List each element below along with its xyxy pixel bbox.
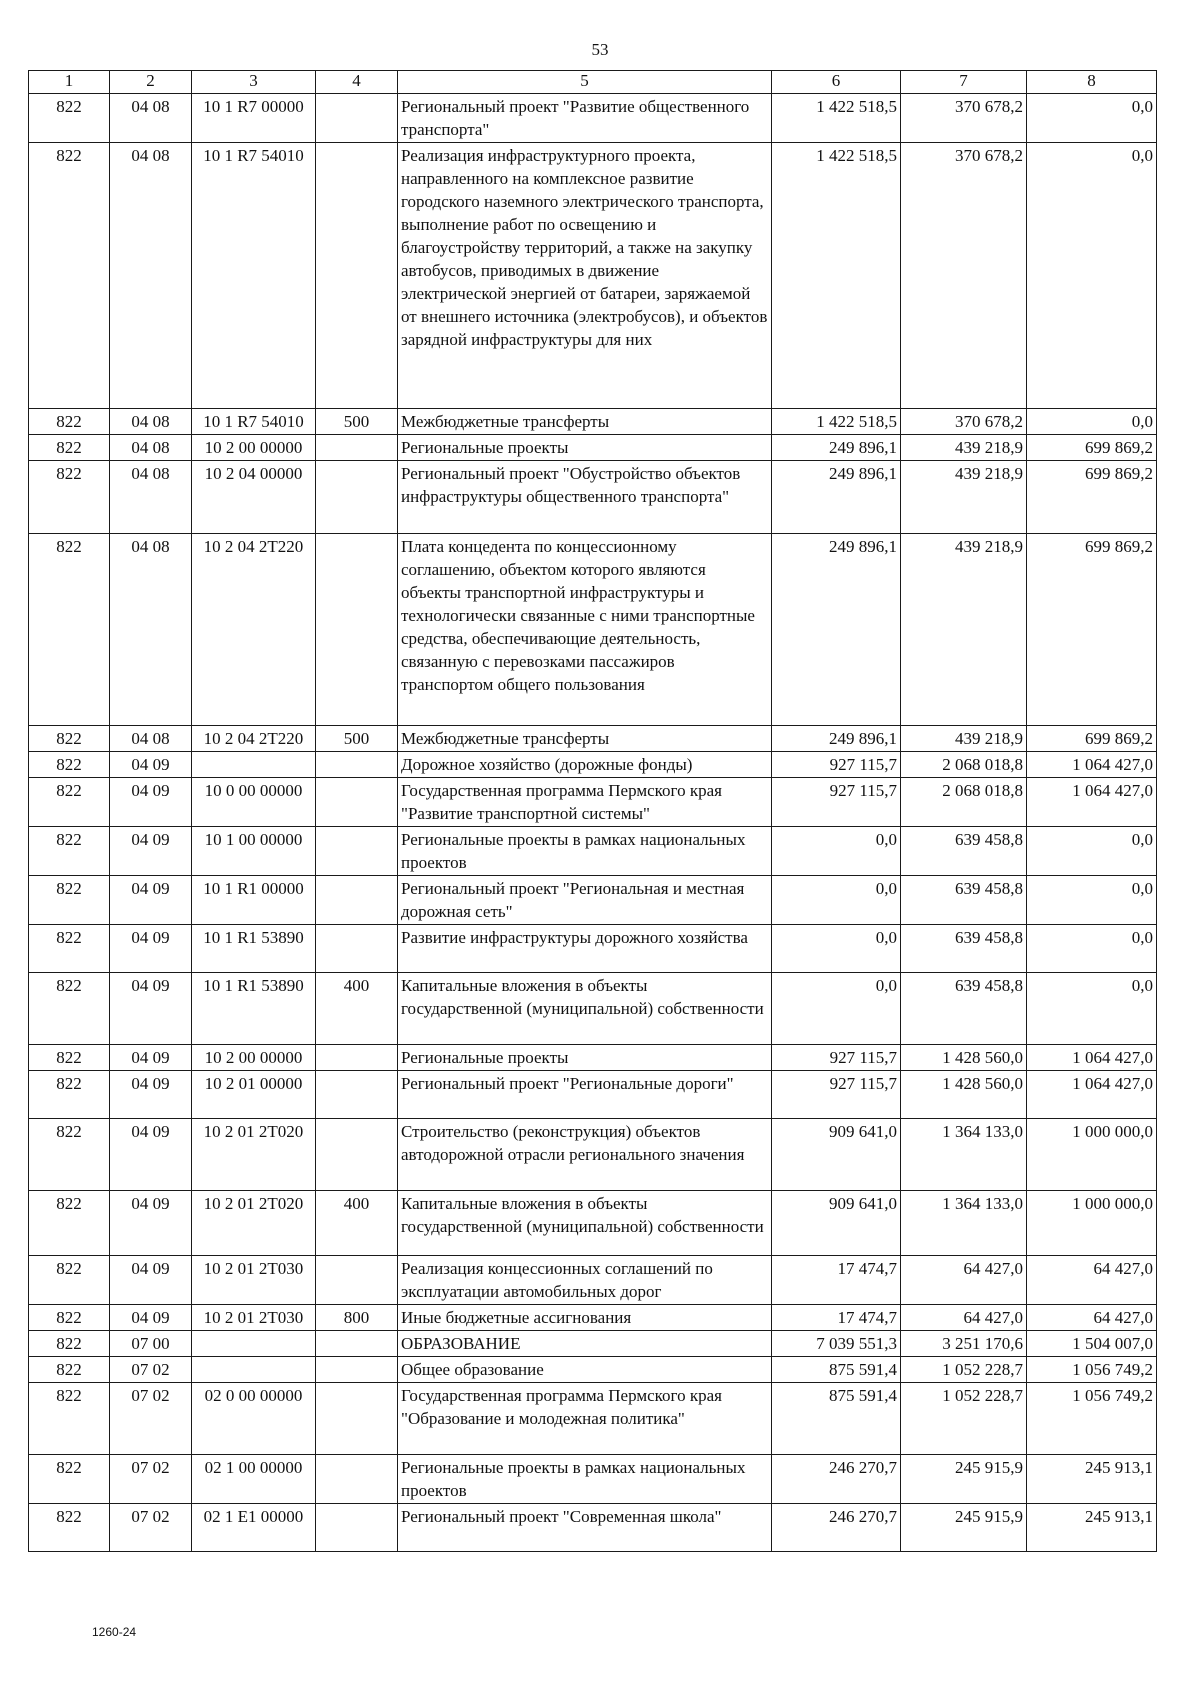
cell-expense-type <box>316 461 398 534</box>
cell-amount-year1: 0,0 <box>772 827 901 876</box>
cell-amount-year1: 909 641,0 <box>772 1119 901 1191</box>
cell-target-code: 10 2 01 2Т030 <box>192 1256 316 1305</box>
cell-admin-code: 822 <box>29 1383 110 1455</box>
cell-amount-year1: 249 896,1 <box>772 534 901 726</box>
cell-amount-year2: 3 251 170,6 <box>901 1331 1027 1357</box>
cell-admin-code: 822 <box>29 1455 110 1504</box>
cell-amount-year2: 639 458,8 <box>901 925 1027 973</box>
cell-amount-year3: 1 056 749,2 <box>1027 1357 1157 1383</box>
cell-description: Иные бюджетные ассигнования <box>398 1305 772 1331</box>
cell-target-code: 10 2 04 00000 <box>192 461 316 534</box>
cell-admin-code: 822 <box>29 973 110 1045</box>
cell-admin-code: 822 <box>29 1045 110 1071</box>
cell-expense-type <box>316 1504 398 1552</box>
cell-amount-year1: 7 039 551,3 <box>772 1331 901 1357</box>
table-row <box>29 1357 1157 1383</box>
cell-admin-code: 822 <box>29 1191 110 1256</box>
cell-section-code: 04 09 <box>110 1119 192 1191</box>
cell-description: Региональный проект "Развитие общественного транспорта" <box>398 94 772 143</box>
cell-admin-code: 822 <box>29 435 110 461</box>
cell-amount-year3: 245 913,1 <box>1027 1455 1157 1504</box>
cell-expense-type <box>316 827 398 876</box>
cell-section-code: 07 02 <box>110 1455 192 1504</box>
cell-admin-code: 822 <box>29 778 110 827</box>
cell-admin-code: 822 <box>29 1256 110 1305</box>
cell-amount-year2: 1 052 228,7 <box>901 1357 1027 1383</box>
cell-section-code: 04 09 <box>110 1045 192 1071</box>
cell-admin-code: 822 <box>29 409 110 435</box>
cell-admin-code: 822 <box>29 726 110 752</box>
cell-target-code: 10 2 04 2Т220 <box>192 534 316 726</box>
table-row <box>29 1455 1157 1504</box>
cell-admin-code: 822 <box>29 1357 110 1383</box>
cell-amount-year3: 0,0 <box>1027 876 1157 925</box>
cell-section-code: 04 08 <box>110 409 192 435</box>
cell-amount-year1: 1 422 518,5 <box>772 409 901 435</box>
cell-target-code: 10 2 00 00000 <box>192 435 316 461</box>
cell-amount-year3: 0,0 <box>1027 94 1157 143</box>
cell-amount-year1: 875 591,4 <box>772 1383 901 1455</box>
cell-admin-code: 822 <box>29 925 110 973</box>
cell-description: Межбюджетные трансферты <box>398 726 772 752</box>
table-row <box>29 94 1157 143</box>
cell-section-code: 04 08 <box>110 461 192 534</box>
cell-expense-type <box>316 1331 398 1357</box>
cell-amount-year3: 0,0 <box>1027 409 1157 435</box>
cell-amount-year3: 64 427,0 <box>1027 1256 1157 1305</box>
table-row <box>29 778 1157 827</box>
table-row <box>29 925 1157 973</box>
cell-description: ОБРАЗОВАНИЕ <box>398 1331 772 1357</box>
table-row <box>29 973 1157 1045</box>
cell-target-code: 10 2 04 2Т220 <box>192 726 316 752</box>
cell-target-code: 02 1 Е1 00000 <box>192 1504 316 1552</box>
cell-description: Реализация инфраструктурного проекта, направленного на комплексное развитие городского наземного электрического транспорта, выполнение работ по освещению и благоустройству территорий, а также на закупку автобусов, приводимых в движение электрической энергией от батареи, заряжаемой от внешнего источника (электробусов), и объектов зарядной инфраструктуры для них <box>398 143 772 409</box>
cell-target-code: 10 1 R7 00000 <box>192 94 316 143</box>
table-row <box>29 409 1157 435</box>
cell-amount-year3: 0,0 <box>1027 973 1157 1045</box>
cell-description: Строительство (реконструкция) объектов автодорожной отрасли регионального значения <box>398 1119 772 1191</box>
cell-description: Межбюджетные трансферты <box>398 409 772 435</box>
table-row <box>29 534 1157 726</box>
cell-amount-year3: 1 056 749,2 <box>1027 1383 1157 1455</box>
table-row <box>29 726 1157 752</box>
cell-expense-type <box>316 925 398 973</box>
cell-amount-year1: 17 474,7 <box>772 1256 901 1305</box>
cell-section-code: 07 00 <box>110 1331 192 1357</box>
cell-description: Развитие инфраструктуры дорожного хозяйства <box>398 925 772 973</box>
cell-amount-year3: 1 504 007,0 <box>1027 1331 1157 1357</box>
cell-expense-type <box>316 876 398 925</box>
cell-amount-year1: 875 591,4 <box>772 1357 901 1383</box>
cell-description: Региональные проекты <box>398 435 772 461</box>
cell-amount-year1: 0,0 <box>772 973 901 1045</box>
cell-target-code: 10 2 01 2Т020 <box>192 1191 316 1256</box>
cell-expense-type: 500 <box>316 726 398 752</box>
cell-expense-type <box>316 1071 398 1119</box>
cell-description: Государственная программа Пермского края "Образование и молодежная политика" <box>398 1383 772 1455</box>
cell-expense-type <box>316 143 398 409</box>
cell-section-code: 04 09 <box>110 925 192 973</box>
budget-table <box>28 70 1157 1552</box>
cell-section-code: 04 09 <box>110 1071 192 1119</box>
cell-section-code: 04 08 <box>110 726 192 752</box>
cell-amount-year2: 370 678,2 <box>901 143 1027 409</box>
cell-expense-type: 400 <box>316 1191 398 1256</box>
cell-amount-year3: 245 913,1 <box>1027 1504 1157 1552</box>
cell-expense-type <box>316 752 398 778</box>
cell-admin-code: 822 <box>29 827 110 876</box>
cell-amount-year3: 0,0 <box>1027 143 1157 409</box>
cell-amount-year2: 245 915,9 <box>901 1455 1027 1504</box>
cell-target-code: 02 0 00 00000 <box>192 1383 316 1455</box>
cell-target-code: 10 2 01 2Т020 <box>192 1119 316 1191</box>
table-row <box>29 1071 1157 1119</box>
cell-amount-year3: 1 064 427,0 <box>1027 1045 1157 1071</box>
column-header: 5 <box>398 71 772 94</box>
cell-target-code: 10 2 01 2Т030 <box>192 1305 316 1331</box>
cell-description: Дорожное хозяйство (дорожные фонды) <box>398 752 772 778</box>
table-row <box>29 143 1157 409</box>
cell-amount-year1: 1 422 518,5 <box>772 94 901 143</box>
column-header-row <box>29 71 1157 94</box>
cell-expense-type <box>316 435 398 461</box>
cell-description: Общее образование <box>398 1357 772 1383</box>
cell-section-code: 04 09 <box>110 1191 192 1256</box>
column-header: 8 <box>1027 71 1157 94</box>
cell-admin-code: 822 <box>29 1331 110 1357</box>
table-body <box>29 94 1157 1552</box>
cell-description: Реализация концессионных соглашений по эксплуатации автомобильных дорог <box>398 1256 772 1305</box>
cell-amount-year3: 0,0 <box>1027 827 1157 876</box>
cell-amount-year2: 2 068 018,8 <box>901 778 1027 827</box>
cell-admin-code: 822 <box>29 143 110 409</box>
cell-amount-year2: 439 218,9 <box>901 726 1027 752</box>
cell-amount-year3: 1 064 427,0 <box>1027 1071 1157 1119</box>
document-code: 1260-24 <box>92 1625 137 1639</box>
table-row <box>29 876 1157 925</box>
table-row <box>29 1383 1157 1455</box>
cell-description: Региональный проект "Обустройство объектов инфраструктуры общественного транспорта" <box>398 461 772 534</box>
cell-amount-year3: 699 869,2 <box>1027 435 1157 461</box>
cell-amount-year1: 0,0 <box>772 925 901 973</box>
cell-expense-type <box>316 94 398 143</box>
cell-admin-code: 822 <box>29 1119 110 1191</box>
cell-description: Региональный проект "Региональные дороги" <box>398 1071 772 1119</box>
cell-admin-code: 822 <box>29 752 110 778</box>
cell-amount-year3: 699 869,2 <box>1027 461 1157 534</box>
cell-description: Государственная программа Пермского края "Развитие транспортной системы" <box>398 778 772 827</box>
cell-section-code: 07 02 <box>110 1357 192 1383</box>
cell-amount-year1: 927 115,7 <box>772 778 901 827</box>
cell-expense-type: 400 <box>316 973 398 1045</box>
cell-target-code: 10 1 00 00000 <box>192 827 316 876</box>
cell-expense-type <box>316 778 398 827</box>
cell-target-code <box>192 1357 316 1383</box>
column-header: 2 <box>110 71 192 94</box>
cell-target-code: 10 1 R7 54010 <box>192 143 316 409</box>
cell-amount-year3: 1 064 427,0 <box>1027 752 1157 778</box>
cell-amount-year2: 1 428 560,0 <box>901 1045 1027 1071</box>
cell-admin-code: 822 <box>29 94 110 143</box>
cell-target-code: 10 2 01 00000 <box>192 1071 316 1119</box>
cell-amount-year1: 246 270,7 <box>772 1504 901 1552</box>
cell-admin-code: 822 <box>29 461 110 534</box>
cell-expense-type <box>316 1357 398 1383</box>
cell-amount-year2: 1 052 228,7 <box>901 1383 1027 1455</box>
table-row <box>29 1305 1157 1331</box>
table-row <box>29 461 1157 534</box>
cell-amount-year2: 639 458,8 <box>901 827 1027 876</box>
cell-amount-year1: 249 896,1 <box>772 461 901 534</box>
cell-amount-year3: 1 000 000,0 <box>1027 1119 1157 1191</box>
cell-amount-year1: 927 115,7 <box>772 1071 901 1119</box>
cell-description: Региональный проект "Современная школа" <box>398 1504 772 1552</box>
cell-amount-year3: 699 869,2 <box>1027 534 1157 726</box>
cell-amount-year1: 249 896,1 <box>772 435 901 461</box>
cell-amount-year3: 64 427,0 <box>1027 1305 1157 1331</box>
cell-amount-year1: 17 474,7 <box>772 1305 901 1331</box>
cell-amount-year2: 1 428 560,0 <box>901 1071 1027 1119</box>
cell-target-code: 10 1 R1 00000 <box>192 876 316 925</box>
column-header: 7 <box>901 71 1027 94</box>
cell-section-code: 04 09 <box>110 1305 192 1331</box>
cell-description: Капитальные вложения в объекты государственной (муниципальной) собственности <box>398 973 772 1045</box>
cell-amount-year2: 439 218,9 <box>901 461 1027 534</box>
cell-amount-year1: 0,0 <box>772 876 901 925</box>
column-header: 4 <box>316 71 398 94</box>
cell-section-code: 04 09 <box>110 827 192 876</box>
cell-expense-type: 800 <box>316 1305 398 1331</box>
cell-target-code: 10 0 00 00000 <box>192 778 316 827</box>
cell-amount-year2: 439 218,9 <box>901 435 1027 461</box>
cell-amount-year2: 639 458,8 <box>901 876 1027 925</box>
cell-amount-year3: 0,0 <box>1027 925 1157 973</box>
cell-amount-year3: 699 869,2 <box>1027 726 1157 752</box>
cell-description: Региональные проекты <box>398 1045 772 1071</box>
cell-amount-year2: 2 068 018,8 <box>901 752 1027 778</box>
cell-amount-year3: 1 064 427,0 <box>1027 778 1157 827</box>
table-row <box>29 1331 1157 1357</box>
cell-amount-year2: 245 915,9 <box>901 1504 1027 1552</box>
cell-section-code: 07 02 <box>110 1383 192 1455</box>
cell-amount-year2: 64 427,0 <box>901 1256 1027 1305</box>
cell-section-code: 04 08 <box>110 94 192 143</box>
cell-target-code: 10 1 R1 53890 <box>192 973 316 1045</box>
cell-amount-year1: 909 641,0 <box>772 1191 901 1256</box>
cell-description: Капитальные вложения в объекты государственной (муниципальной) собственности <box>398 1191 772 1256</box>
cell-section-code: 04 09 <box>110 876 192 925</box>
column-header: 6 <box>772 71 901 94</box>
cell-target-code: 10 2 00 00000 <box>192 1045 316 1071</box>
table-row <box>29 1045 1157 1071</box>
cell-section-code: 04 08 <box>110 534 192 726</box>
cell-target-code <box>192 752 316 778</box>
table-row <box>29 752 1157 778</box>
column-header: 1 <box>29 71 110 94</box>
cell-amount-year2: 1 364 133,0 <box>901 1119 1027 1191</box>
cell-expense-type <box>316 1383 398 1455</box>
cell-admin-code: 822 <box>29 876 110 925</box>
cell-amount-year2: 370 678,2 <box>901 409 1027 435</box>
table-row <box>29 1191 1157 1256</box>
cell-section-code: 04 09 <box>110 1256 192 1305</box>
cell-target-code: 02 1 00 00000 <box>192 1455 316 1504</box>
cell-description: Региональные проекты в рамках национальных проектов <box>398 827 772 876</box>
column-header: 3 <box>192 71 316 94</box>
cell-amount-year1: 927 115,7 <box>772 1045 901 1071</box>
table-row <box>29 1504 1157 1552</box>
cell-admin-code: 822 <box>29 1305 110 1331</box>
cell-section-code: 04 09 <box>110 778 192 827</box>
cell-description: Региональный проект "Региональная и местная дорожная сеть" <box>398 876 772 925</box>
cell-amount-year3: 1 000 000,0 <box>1027 1191 1157 1256</box>
cell-section-code: 04 09 <box>110 752 192 778</box>
table-row <box>29 1119 1157 1191</box>
cell-section-code: 04 08 <box>110 435 192 461</box>
cell-expense-type <box>316 1256 398 1305</box>
cell-section-code: 04 09 <box>110 973 192 1045</box>
table-row <box>29 1256 1157 1305</box>
cell-amount-year2: 439 218,9 <box>901 534 1027 726</box>
cell-description: Плата концедента по концессионному соглашению, объектом которого являются объекты транспортной инфраструктуры и технологически связанные с ними транспортные средства, обеспечивающие деятельность, связанную с перевозками пассажиров транспортом общего пользования <box>398 534 772 726</box>
cell-target-code: 10 1 R1 53890 <box>192 925 316 973</box>
cell-expense-type <box>316 1045 398 1071</box>
cell-amount-year1: 246 270,7 <box>772 1455 901 1504</box>
table-row <box>29 435 1157 461</box>
cell-amount-year2: 639 458,8 <box>901 973 1027 1045</box>
cell-admin-code: 822 <box>29 534 110 726</box>
cell-amount-year2: 1 364 133,0 <box>901 1191 1027 1256</box>
cell-target-code: 10 1 R7 54010 <box>192 409 316 435</box>
cell-target-code <box>192 1331 316 1357</box>
table-row <box>29 827 1157 876</box>
cell-amount-year1: 1 422 518,5 <box>772 143 901 409</box>
cell-amount-year2: 64 427,0 <box>901 1305 1027 1331</box>
cell-amount-year1: 249 896,1 <box>772 726 901 752</box>
cell-amount-year2: 370 678,2 <box>901 94 1027 143</box>
cell-expense-type <box>316 1455 398 1504</box>
cell-section-code: 07 02 <box>110 1504 192 1552</box>
cell-admin-code: 822 <box>29 1071 110 1119</box>
cell-expense-type: 500 <box>316 409 398 435</box>
cell-admin-code: 822 <box>29 1504 110 1552</box>
cell-expense-type <box>316 1119 398 1191</box>
cell-section-code: 04 08 <box>110 143 192 409</box>
cell-amount-year1: 927 115,7 <box>772 752 901 778</box>
page-number: 53 <box>591 40 609 59</box>
cell-expense-type <box>316 534 398 726</box>
cell-description: Региональные проекты в рамках национальных проектов <box>398 1455 772 1504</box>
